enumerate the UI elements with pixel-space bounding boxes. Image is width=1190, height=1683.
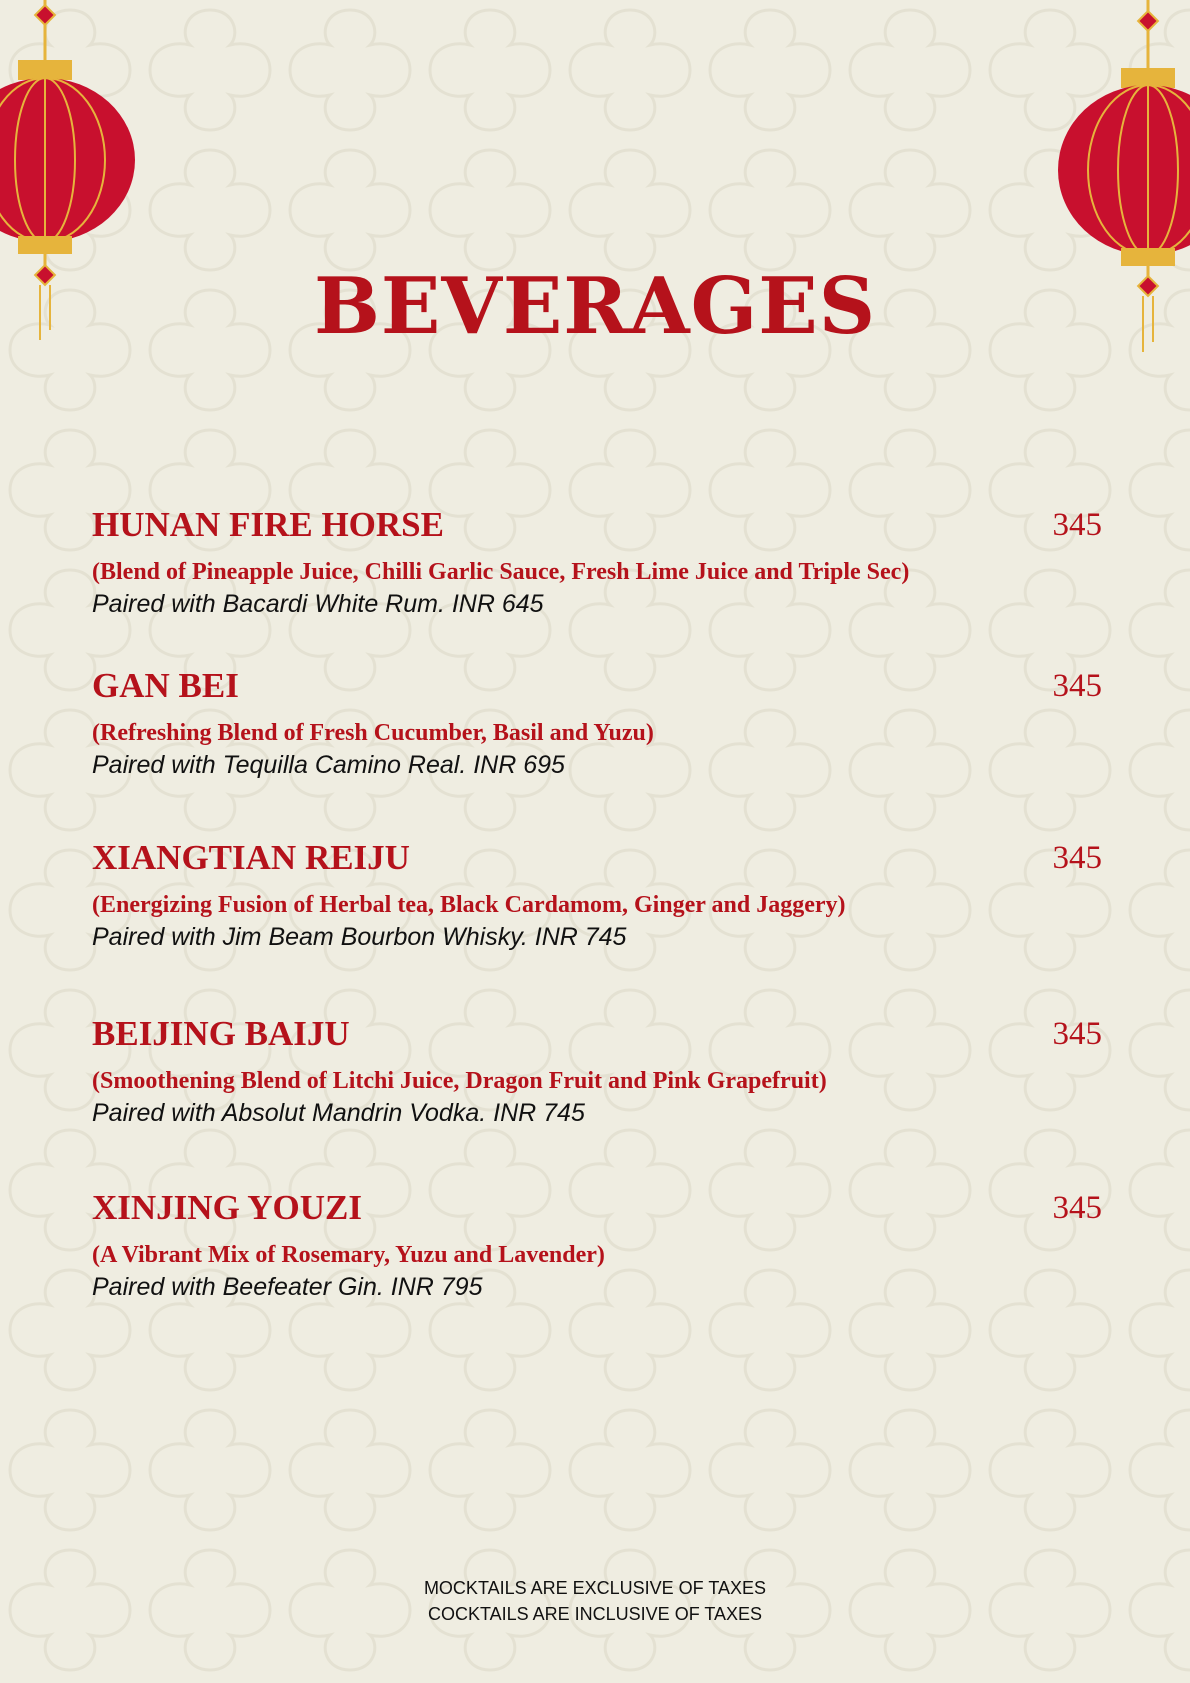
item-name: GAN BEI: [92, 666, 239, 705]
item-pairing: Paired with Jim Beam Bourbon Whisky. INR 745: [92, 923, 627, 951]
item-price: 345: [1052, 1016, 1102, 1052]
item-description: (Blend of Pineapple Juice, Chilli Garlic Sauce, Fresh Lime Juice and Triple Sec): [92, 559, 910, 585]
page-title: BEVERAGES: [313, 261, 877, 352]
item-name: XINJING YOUZI: [92, 1188, 362, 1227]
item-name: XIANGTIAN REIJU: [92, 838, 410, 877]
item-price: 345: [1052, 668, 1102, 704]
item-description: (Smoothening Blend of Litchi Juice, Dragon Fruit and Pink Grapefruit): [92, 1068, 827, 1094]
item-pairing: Paired with Beefeater Gin. INR 795: [92, 1273, 483, 1301]
tax-note-cocktails: COCKTAILS ARE INCLUSIVE OF TAXES: [427, 1604, 763, 1624]
item-description: (Refreshing Blend of Fresh Cucumber, Basil and Yuzu): [92, 720, 654, 746]
tax-note: [0, 1575, 1190, 1627]
item-description: (Energizing Fusion of Herbal tea, Black Cardamom, Ginger and Jaggery): [92, 892, 846, 918]
item-price: 345: [1052, 507, 1102, 543]
item-pairing: Paired with Absolut Mandrin Vodka. INR 745: [92, 1099, 585, 1127]
item-name: HUNAN FIRE HORSE: [92, 505, 444, 544]
item-pairing: Paired with Tequilla Camino Real. INR 695: [92, 751, 565, 779]
tax-note-mocktails: MOCKTAILS ARE EXCLUSIVE OF TAXES: [423, 1578, 767, 1598]
item-pairing: Paired with Bacardi White Rum. INR 645: [92, 590, 544, 618]
item-description: (A Vibrant Mix of Rosemary, Yuzu and Lavender): [92, 1242, 605, 1268]
item-name: BEIJING BAIJU: [92, 1014, 350, 1053]
item-price: 345: [1052, 840, 1102, 876]
item-price: 345: [1052, 1190, 1102, 1226]
